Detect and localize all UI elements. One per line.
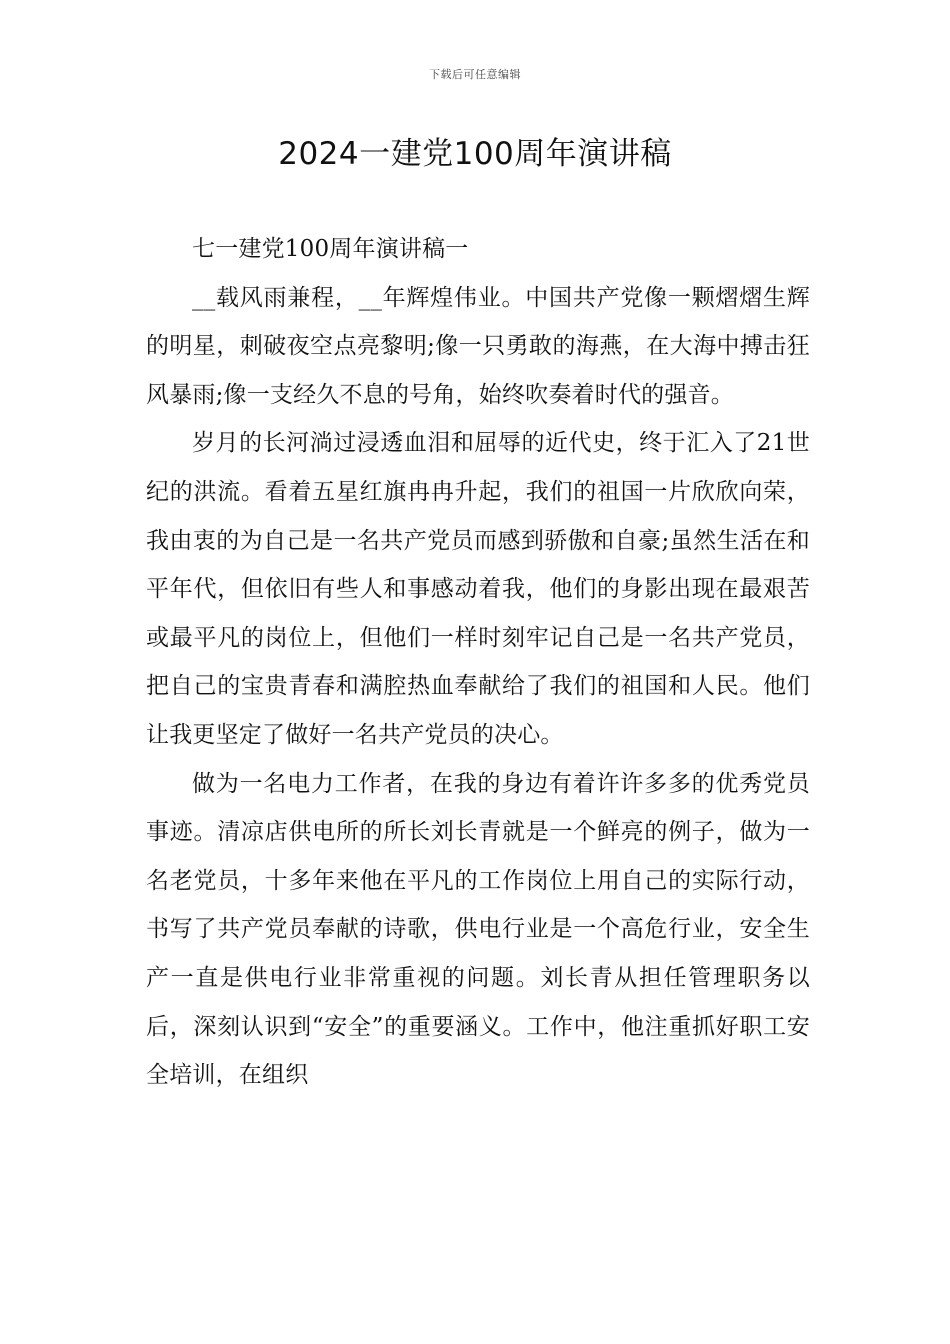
document-body (146, 225, 810, 1100)
paragraph: 做为一名电力工作者，在我的身边有着许许多多的优秀党员事迹。清凉店供电所的所长刘长青就是一个鲜亮的例子，做为一名老党员，十多年来他在平凡的工作岗位上用自己的实际行动，书写了共产党员奉献的诗歌，供电行业是一个高危行业，安全生产一直是供电行业非常重视的问题。刘长青从担任管理职务以后，深刻认识到“安全”的重要涵义。工作中，他注重抓好职工安全培训，在组织 (146, 770, 810, 1089)
paragraph: 岁月的长河淌过浸透血泪和屈辱的近代史，终于汇入了21世纪的洪流。看着五星红旗冉冉升起，我们的祖国一片欣欣向荣，我由衷的为自己是一名共产党员而感到骄傲和自豪;虽然生活在和平年代，但依旧有些人和事感动着我，他们的身影出现在最艰苦或最平凡的岗位上，但他们一样时刻牢记自己是一名共产党员，把自己的宝贵青春和满腔热血奉献给了我们的祖国和人民。他们让我更坚定了做好一名共产党员的决心。 (146, 430, 810, 748)
paragraph-section-heading: 七一建党100周年演讲稿一 (192, 236, 469, 262)
document-title: 2024一建党100周年演讲稿 (278, 136, 672, 172)
paragraph: __载风雨兼程，__年辉煌伟业。中国共产党像一颗熠熠生辉的明星，刺破夜空点亮黎明;像一只勇敢的海燕，在大海中搏击狂风暴雨;像一支经久不息的号角，始终吹奏着时代的强音。 (146, 284, 810, 408)
header-note: 下载后可任意编辑 (429, 68, 521, 81)
